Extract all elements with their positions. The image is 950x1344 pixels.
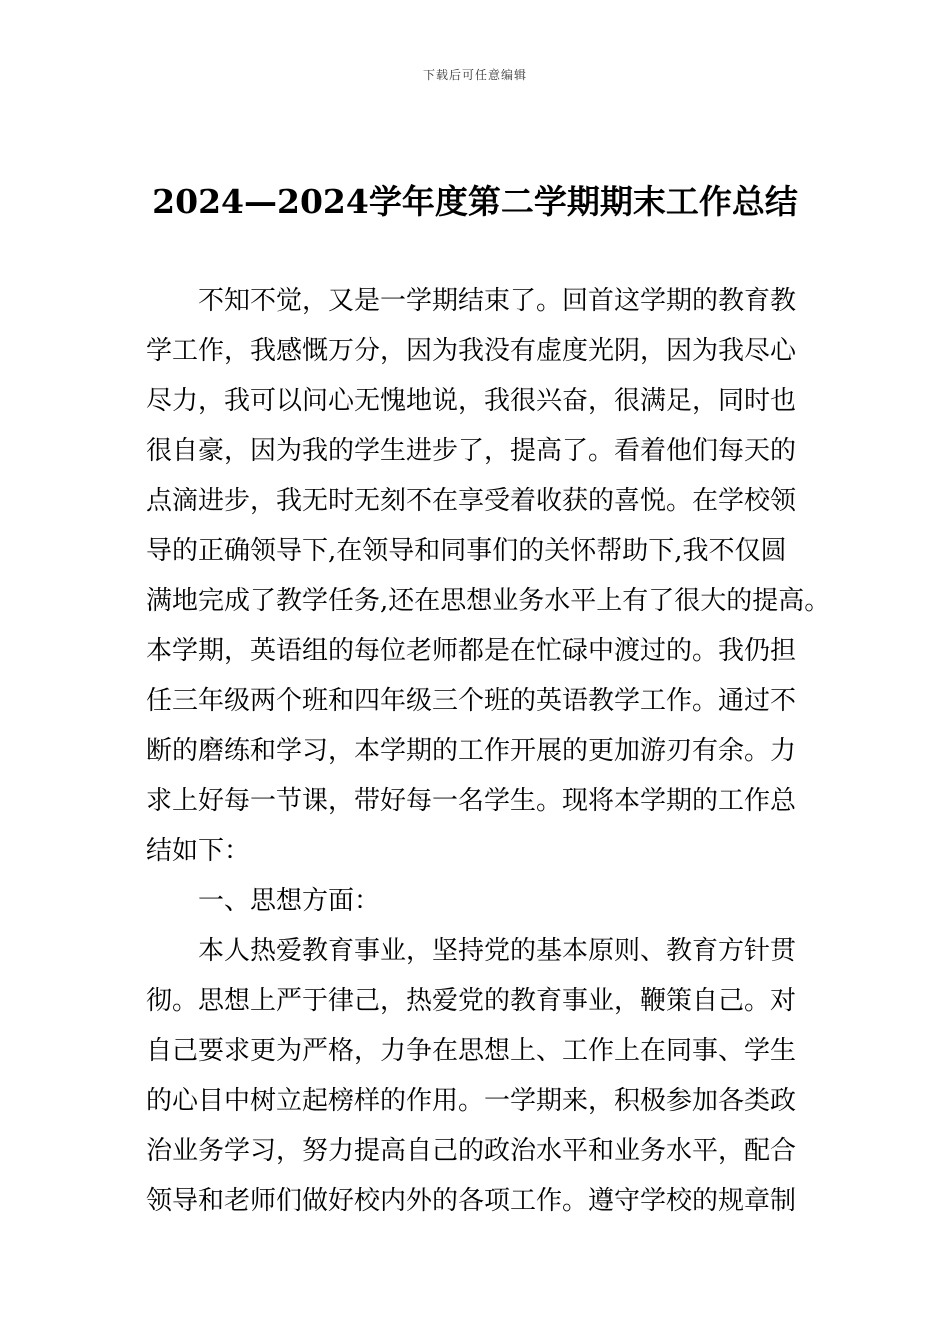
paragraph-line: 满地完成了教学任务,还在思想业务水平上有了很大的提高。 bbox=[146, 586, 831, 616]
paragraph-line: 学工作，我感慨万分，因为我没有虚度光阴，因为我尽心 bbox=[146, 336, 797, 366]
paragraph-line: 的心目中树立起榜样的作用。一学期来，积极参加各类政 bbox=[146, 1086, 797, 1116]
paragraph-line: 本人热爱教育事业，坚持党的基本原则、教育方针贯 bbox=[198, 936, 797, 966]
paragraph-line: 尽力，我可以问心无愧地说，我很兴奋，很满足，同时也 bbox=[146, 386, 797, 416]
paragraph-line: 断的磨练和学习，本学期的工作开展的更加游刃有余。力 bbox=[146, 736, 797, 766]
header-note: 下载后可任意编辑 bbox=[422, 68, 527, 82]
paragraph-line: 点滴进步，我无时无刻不在享受着收获的喜悦。在学校领 bbox=[146, 486, 797, 516]
paragraph-line: 治业务学习，努力提高自己的政治水平和业务水平，配合 bbox=[146, 1136, 797, 1166]
paragraph-line: 很自豪，因为我的学生进步了，提高了。看着他们每天的 bbox=[146, 436, 797, 466]
paragraph-line: 求上好每一节课，带好每一名学生。现将本学期的工作总 bbox=[146, 786, 797, 816]
paragraph-line: 彻。思想上严于律己，热爱党的教育事业，鞭策自己。对 bbox=[146, 986, 797, 1016]
paragraph-line: 不知不觉，又是一学期结束了。回首这学期的教育教 bbox=[198, 286, 797, 316]
paragraph-line: 任三年级两个班和四年级三个班的英语教学工作。通过不 bbox=[146, 686, 797, 716]
section-heading: 一、思想方面： bbox=[198, 886, 381, 916]
document-title: 2024—2024学年度第二学期期末工作总结 bbox=[152, 182, 798, 221]
paragraph-line: 导的正确领导下,在领导和同事们的关怀帮助下,我不仅圆 bbox=[146, 536, 787, 566]
paragraph-line: 自己要求更为严格，力争在思想上、工作上在同事、学生 bbox=[146, 1036, 797, 1066]
paragraph-line: 本学期，英语组的每位老师都是在忙碌中渡过的。我仍担 bbox=[146, 636, 797, 666]
paragraph-line: 结如下： bbox=[146, 836, 251, 866]
document-body bbox=[146, 276, 831, 1226]
paragraph-line: 领导和老师们做好校内外的各项工作。遵守学校的规章制 bbox=[146, 1186, 797, 1216]
